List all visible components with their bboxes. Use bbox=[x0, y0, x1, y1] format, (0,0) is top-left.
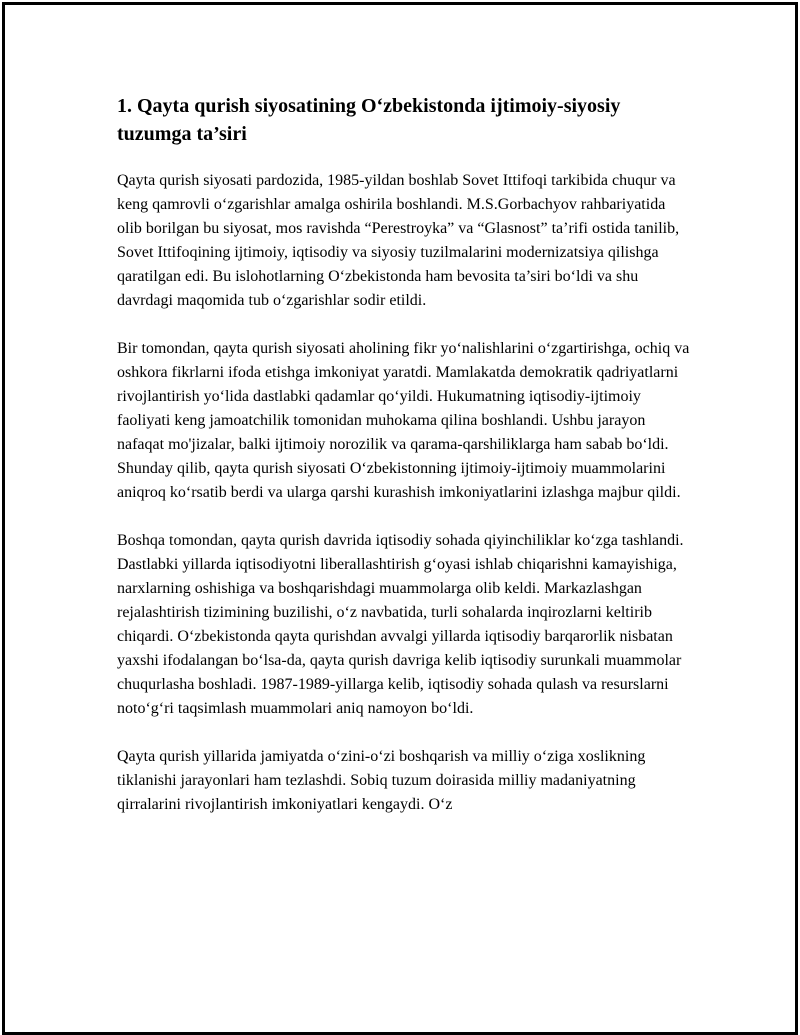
paragraph-1: Qayta qurish siyosati pardozida, 1985-yildan boshlab Sovet Ittifoqi tarkibida chuqur va keng qamrovli o‘zgarishlar amalga oshirila boshlandi. M.S.Gorbachyov rahbariyatida olib borilgan bu siyosat, mos ravishda “Perestroyka” va “Glasnost” ta’rifi ostida tanilib, Sovet Ittifoqining ijtimoiy, iqtisodiy va siyosiy tuzilmalarini modernizatsiya qilishga qaratilgan edi. Bu islohotlarning O‘zbekistonda ham bevosita ta’siri bo‘ldi va shu davrdagi maqomida tub o‘zgarishlar sodir etildi. bbox=[117, 172, 680, 309]
paragraph-3: Boshqa tomondan, qayta qurish davrida iqtisodiy sohada qiyinchiliklar ko‘zga tashlandi. Dastlabki yillarda iqtisodiyotni liberallashtirish g‘oyasi ishlab chiqarishni kamayishiga, narxlarning oshishiga va boshqarishdagi muammolarga olib keldi. Markazlashgan rejalashtirish tizimining buzilishi, o‘z navbatida, turli sohalarda inqirozlarni keltirib chiqardi. O‘zbekistonda qayta qurishdan avvalgi yillarda iqtisodiy barqarorlik nisbatan yaxshi ifodalangan bo‘lsa-da, qayta qurish davriga kelib iqtisodiy surunkali muammolar chuqurlasha boshladi. 1987-1989-yillarga kelib, iqtisodiy sohada qulash va resurslarni noto‘g‘ri taqsimlash muammolari aniq namoyon bo‘ldi. bbox=[117, 532, 684, 717]
document-body bbox=[117, 92, 692, 841]
section-heading: 1. Qayta qurish siyosatining O‘zbekistonda ijtimoiy-siyosiy tuzumga ta’siri bbox=[117, 95, 621, 145]
paragraph-2: Bir tomondan, qayta qurish siyosati aholining fikr yo‘nalishlarini o‘zgartirishga, ochiq va oshkora fikrlarni ifoda etishga imkoniyat yaratdi. Mamlakatda demokratik qadriyatlarni rivojlantirish yo‘lida dastlabki qadamlar qo‘yildi. Hukumatning iqtisodiy-ijtimoiy faoliyati keng jamoatchilik tomonidan muhokama qilina boshlandi. Ushbu jarayon nafaqat mo'jizalar, balki ijtimoiy norozilik va qarama-qarshiliklarga ham sabab bo‘ldi. Shunday qilib, qayta qurish siyosati O‘zbekistonning ijtimoiy-ijtimoiy muammolarini aniqroq ko‘rsatib berdi va ularga qarshi kurashish imkoniyatlarini izlashga majbur qildi. bbox=[117, 340, 690, 501]
paragraph-4: Qayta qurish yillarida jamiyatda o‘zini-o‘zi boshqarish va milliy o‘ziga xoslikning tiklanishi jarayonlari ham tezlashdi. Sobiq tuzum doirasida milliy madaniyatning qirralarini rivojlantirish imkoniyatlari kengaydi. O‘z bbox=[117, 748, 646, 813]
